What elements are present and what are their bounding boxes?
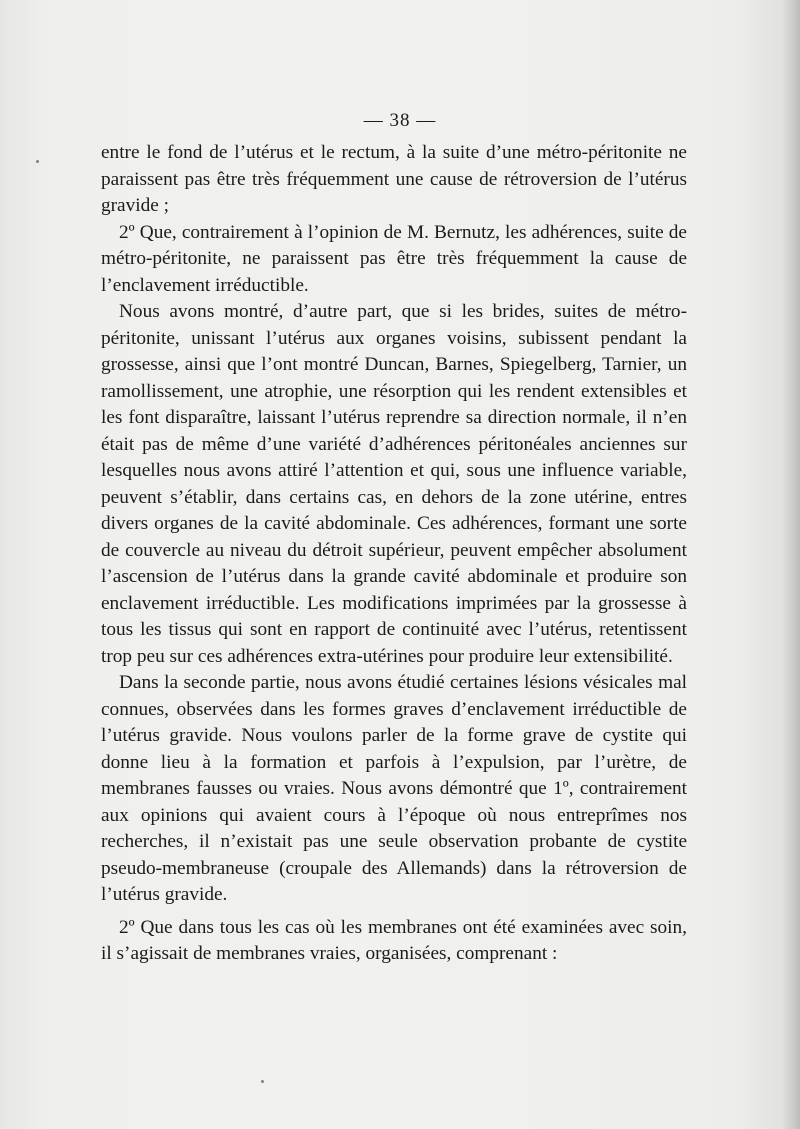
page-edge-shadow <box>782 0 800 1129</box>
page-number: — 38 — <box>363 110 437 131</box>
ink-speck <box>36 160 39 163</box>
paragraph-second-part: Dans la seconde partie, nous avons étudié certaines lésions vésicales mal connues, observées dans les formes graves d’enclavement irréductible de l’utérus gravide. Nous voulons parler de la forme grave de cystite qui donne lieu à la formation et parfois à l’expulsion, par l’urètre, de membranes fausses ou vraies. Nous avons démontré que 1º, contrairement aux opinions qui avaient cours à l’époque où nous entreprîmes nos recherches, il n’existait pas une seule observation probante de cystite pseudo-membraneuse (croupale des Allemands) dans la rétroversion de l’utérus gravide. <box>101 672 687 905</box>
ink-speck <box>261 1080 264 1083</box>
paragraph-membranes: 2º Que dans tous les cas où les membranes ont été examinées avec soin, il s’agissait de membranes vraies, organisées, comprenant : <box>101 916 687 964</box>
paragraph-continuation: entre le fond de l’utérus et le rectum, à la suite d’une métro-péritonite ne paraissent pas être très fréquemment une cause de rétroversion de l’utérus gravide ; <box>101 142 687 216</box>
paragraph-conclusion-2: 2º Que, contrairement à l’opinion de M. Bernutz, les adhérences, suite de métro-péritonite, ne paraissent pas être très fréquemment la cause de l’enclavement irréductible. <box>101 221 687 296</box>
body-text <box>101 140 687 968</box>
paragraph-adhesions: Nous avons montré, d’autre part, que si les brides, suites de métro-péritonite, unissant l’utérus aux organes voisins, subissent pendant la grossesse, ainsi que l’ont montré Duncan, Barnes, Spiegelberg, Tarnier, un ramollissement, une atrophie, une résorption qui les rendent extensibles et les font disparaître, laissant l’utérus reprendre sa direction normale, il n’en était pas de même d’une variété d’adhérences péritonéales anciennes sur lesquelles nous avons attiré l’attention et qui, sous une influence variable, peuvent s’établir, dans certains cas, en dehors de la zone utérine, entres divers organes de la cavité abdominale. Ces adhérences, formant une sorte de couvercle au niveau du détroit supérieur, peuvent empêcher absolument l’ascension de l’utérus dans la grande cavité abdominale et produire son enclavement irréductible. Les modifications imprimées par la grossesse à tous les tissus qui sont en rapport de continuité avec l’utérus, retentissent trop peu sur ces adhérences extra-utérines pour produire leur extensibilité. <box>101 301 687 667</box>
